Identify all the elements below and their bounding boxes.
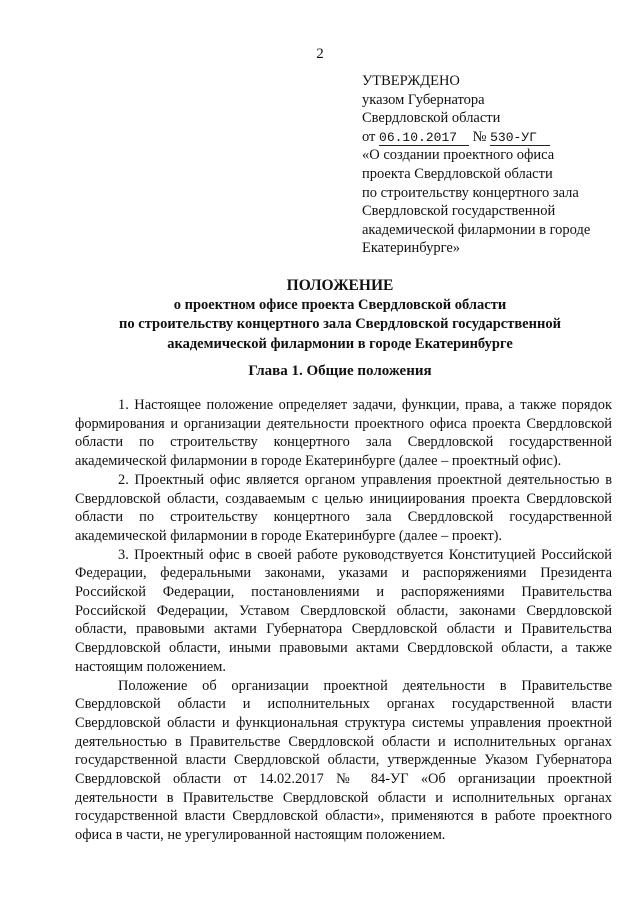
approval-region: Свердловской области [362, 110, 501, 127]
paragraph: 3. Проектный офис в своей работе руководствуется Конституцией Российской Федерации, федеральными законами, указами и распоряжениями Президента Российской Федерации, постановлениями и распоряжениями Правительства Российской Федерации, Уставом Свердловской области, законами Свердловской области, правовыми актами Губернатора Свердловской области и Правительства Свердловской области, иными правовыми актами Свердловской области, а также настоящим положением. [75, 546, 612, 675]
title-line: о проектном офисе проекта Свердловской области [173, 296, 507, 313]
paragraph: 2. Проектный офис является органом управления проектной деятельностью в Свердловской области, создаваемым с целью инициирования проекта Свердловской области по строительству концертного зала Свердловской государственной академической филармонии в городе Екатеринбурге (далее – проект). [75, 471, 612, 544]
decree-title-line: Екатеринбурге» [362, 240, 461, 257]
approval-stamp [362, 72, 624, 258]
chapter-heading: Глава 1. Общие положения [248, 363, 432, 379]
approval-heading: УТВЕРЖДЕНО [362, 73, 460, 89]
decree-title-line: Свердловской государственной [362, 203, 556, 220]
body-text [75, 396, 612, 845]
title-line: по строительству концертного зала Свердловской государственной [119, 316, 561, 332]
decree-title-line: проекта Свердловской области [362, 165, 553, 182]
title-line: академической филармонии в городе Екатеринбурге [167, 335, 513, 352]
decree-title-line: по строительству концертного зала [362, 184, 579, 201]
title-heading: ПОЛОЖЕНИЕ [286, 277, 394, 294]
number-prefix: № [472, 128, 487, 145]
approval-issuer: указом Губернатора [362, 91, 485, 108]
document-title [60, 276, 620, 354]
approval-date: 06.10.2017 [379, 131, 469, 146]
approval-date-line [362, 128, 624, 147]
page-number: 2 [316, 46, 324, 62]
decree-title-line: академической филармонии в городе [362, 221, 591, 238]
date-prefix: от [362, 128, 376, 145]
decree-title-line: «О создании проектного офиса [362, 147, 555, 164]
approval-number: 530-УГ [490, 131, 550, 146]
paragraph: Положение об организации проектной деятельности в Правительстве Свердловской области и исполнительных органах государственной власти Свердловской области и функциональная структура системы управления проектной деятельностью в Правительстве Свердловской области и исполнительных органах государственной власти Свердловской области, утвержденные Указом Губернатора Свердловской области от 14.02.2017 № 84-УГ «Об организации проектной деятельности в Правительстве Свердловской области и исполнительных органах государственной власти Свердловской области», применяются в работе проектного офиса в части, не урегулированной настоящим положением. [75, 677, 612, 844]
paragraph: 1. Настоящее положение определяет задачи, функции, права, а также порядок формирования и организации деятельности проектного офиса проекта Свердловской области по строительству концертного зала Свердловской государственной академической филармонии в городе Екатеринбурге (далее – проектный офис). [75, 397, 612, 470]
